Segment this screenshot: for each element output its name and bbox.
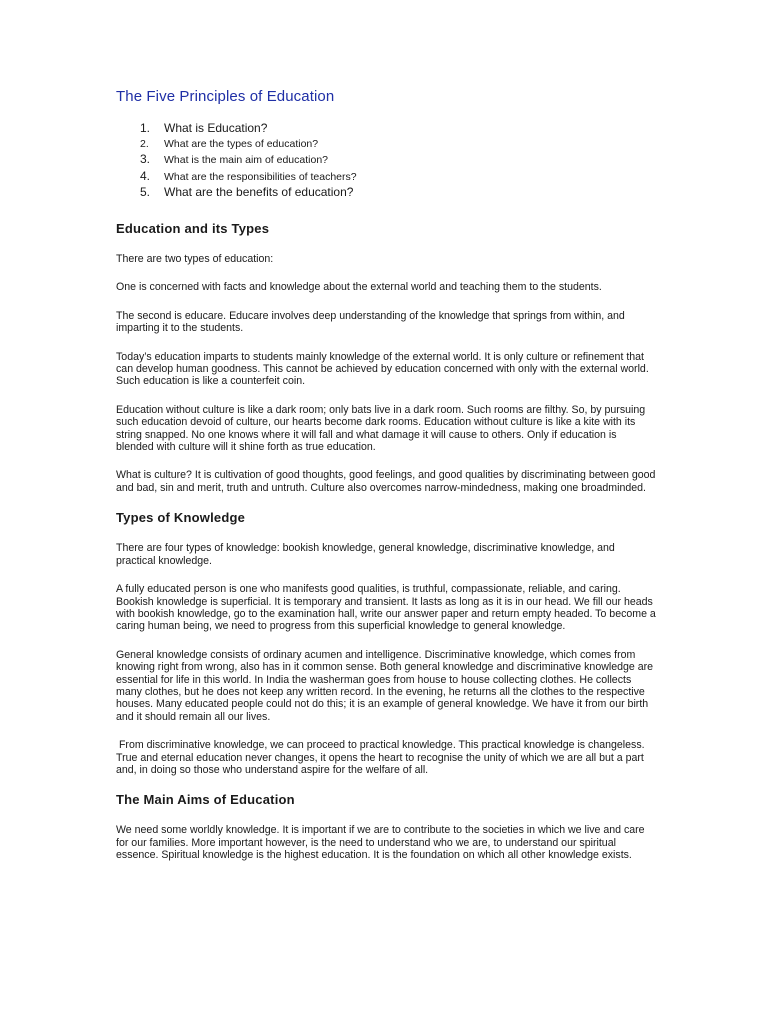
paragraph: There are two types of education: bbox=[116, 253, 274, 265]
paragraph: From discriminative knowledge, we can proceed to practical knowledge. This practical knowledge is changeless. True and eternal education never changes, it opens the heart to recognise the unity of which we are all but a part and, in doing so those who understand aspire for the welfare of all. bbox=[116, 739, 648, 776]
section-heading: Types of Knowledge bbox=[116, 510, 246, 526]
section-education-and-its-types bbox=[116, 221, 656, 494]
paragraph: The second is educare. Educare involves deep understanding of the knowledge that springs from within, and imparting it to the students. bbox=[116, 309, 625, 335]
toc-item bbox=[116, 185, 656, 199]
paragraph: A fully educated person is one who manifests good qualities, is truthful, compassionate, reliable, and caring. Bookish knowledge is superficial. It is temporary and transient. It lasts as long as it is in our head. We fill our heads with bookish knowledge, go to the examination hall, write our answer paper and return empty headed. To become a caring human being, we need to progress from this superficial knowledge to general knowledge. bbox=[116, 583, 656, 633]
toc-item bbox=[116, 169, 656, 184]
toc-item-text: What are the responsibilities of teachers? bbox=[164, 170, 357, 183]
paragraph: General knowledge consists of ordinary acumen and intelligence. Discriminative knowledge, which comes from knowing right from wrong, also has in it common sense. Both general knowledge and discriminative knowledge are essential for life in this world. In India the washerman goes from house to house collecting clothes. He collects many clothes, but he does not keep any written record. In the evening, he returns all the clothes to the respective houses. Many educated people could not do this; it is an example of general knowledge. We have it from our birth and it should remain all our lives. bbox=[116, 648, 654, 723]
toc-item-text: What are the types of education? bbox=[164, 137, 319, 150]
toc-item bbox=[116, 137, 656, 151]
document-title: The Five Principles of Education bbox=[116, 88, 335, 105]
paragraph: One is concerned with facts and knowledge about the external world and teaching them to the students. bbox=[116, 281, 602, 294]
section-types-of-knowledge bbox=[116, 510, 656, 776]
toc-item-text: What is Education? bbox=[164, 121, 268, 135]
table-of-contents bbox=[116, 121, 656, 199]
toc-item-number: 4. bbox=[140, 168, 151, 183]
toc-item-number: 2. bbox=[140, 137, 149, 150]
toc-item-text: What are the benefits of education? bbox=[164, 185, 354, 199]
toc-item-number: 3. bbox=[140, 152, 151, 166]
section-main-aims-of-education bbox=[116, 792, 656, 861]
toc-item-number: 1. bbox=[140, 121, 151, 135]
document-page bbox=[116, 88, 656, 878]
paragraph: Education without culture is like a dark room; only bats live in a dark room. Such rooms are filthy. So, by pursuing such education devoid of culture, our hearts become dark rooms. Education without culture is like a kite with its string snapped. No one knows where it will fall and what damage it will cause to others. Only if education is blended with culture will it shine forth as true education. bbox=[116, 403, 646, 454]
toc-item-number: 5. bbox=[140, 185, 151, 199]
section-heading: Education and its Types bbox=[116, 221, 270, 236]
paragraph: What is culture? It is cultivation of good thoughts, good feelings, and good qualities by discriminating between good and bad, sin and merit, truth and untruth. Culture also overcomes narrow-mindedness, making one broadminded. bbox=[116, 469, 656, 494]
toc-item bbox=[116, 152, 656, 167]
section-heading: The Main Aims of Education bbox=[116, 792, 295, 808]
toc-item bbox=[116, 121, 656, 135]
paragraph: We need some worldly knowledge. It is important if we are to contribute to the societies in which we live and care for our families. More important however, is the need to understand who we are, to understand our spiritual essence. Spiritual knowledge is the highest education. It is the foundation on which all other knowledge exists. bbox=[116, 824, 645, 862]
paragraph: There are four types of knowledge: bookish knowledge, general knowledge, discriminative knowledge, and practical knowledge. bbox=[116, 542, 615, 567]
paragraph: Today’s education imparts to students mainly knowledge of the external world. It is only culture or refinement that can develop human goodness. This cannot be achieved by education concerned with only with the external world. Such education is like a counterfeit coin. bbox=[116, 350, 649, 388]
toc-item-text: What is the main aim of education? bbox=[164, 154, 329, 166]
